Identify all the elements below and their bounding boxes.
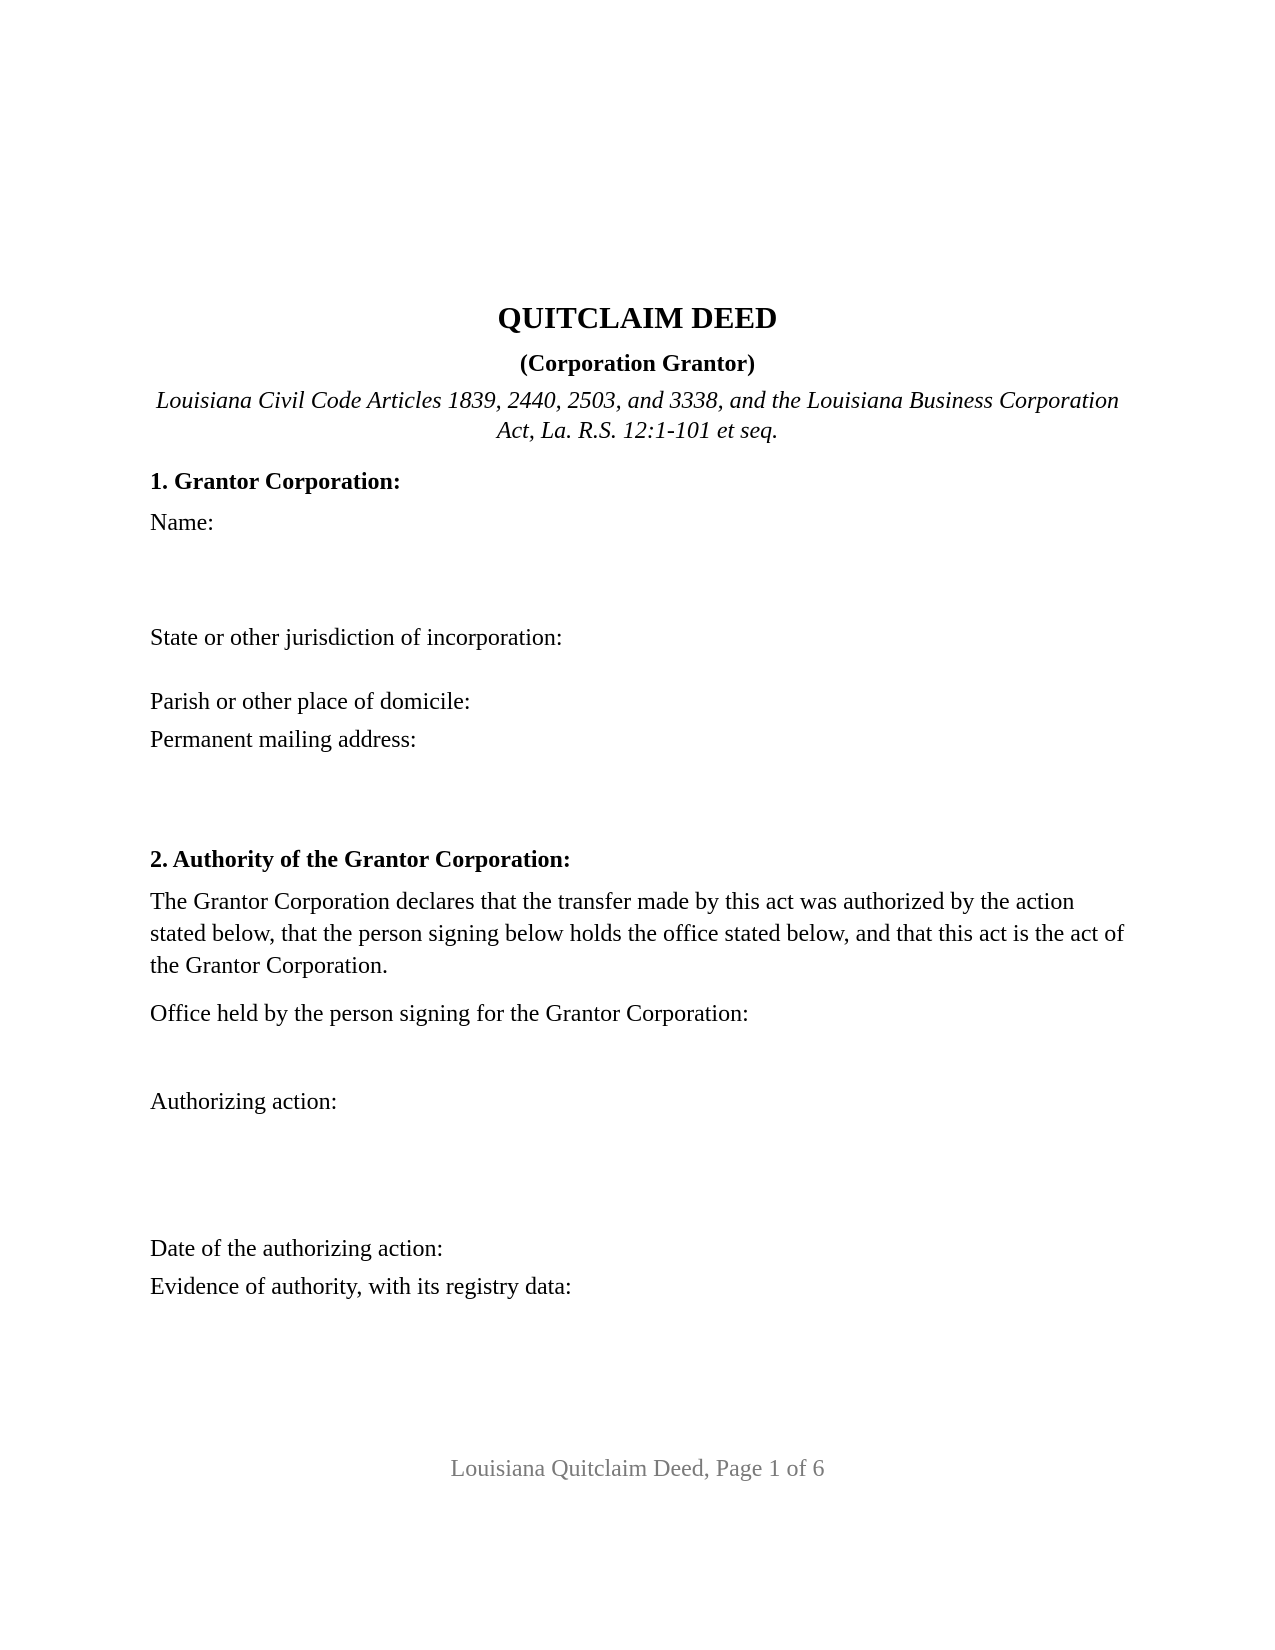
- office-held-label: Office held by the person signing for the Grantor Corporation:: [150, 1001, 749, 1027]
- authority-declaration: The Grantor Corporation declares that the transfer made by this act was authorized by the action stated below, that the person signing below holds the office stated below, and that this act is the act of the Grantor Corporation.: [150, 889, 1125, 979]
- document-title: QUITCLAIM DEED: [497, 300, 778, 335]
- authorizing-action-label: Authorizing action:: [150, 1089, 338, 1115]
- document-subtitle: (Corporation Grantor): [519, 351, 756, 377]
- domicile-label: Parish or other place of domicile:: [150, 689, 471, 715]
- section-authority-heading: 2. Authority of the Grantor Corporation:: [150, 847, 571, 873]
- grantor-name-label: Name:: [150, 510, 214, 536]
- evidence-of-authority-label: Evidence of authority, with its registry data:: [150, 1274, 572, 1300]
- incorporation-jurisdiction-label: State or other jurisdiction of incorporation:: [150, 625, 563, 651]
- section-grantor-corporation-heading: 1. Grantor Corporation:: [150, 469, 401, 495]
- authorizing-date-label: Date of the authorizing action:: [150, 1236, 444, 1262]
- mailing-address-label: Permanent mailing address:: [150, 727, 417, 753]
- page-footer: Louisiana Quitclaim Deed, Page 1 of 6: [450, 1456, 825, 1482]
- legal-citation: Louisiana Civil Code Articles 1839, 2440, 2503, and 3338, and the Louisiana Business Corporation Act, La. R.S. 12:1-101 et seq.: [156, 388, 1119, 444]
